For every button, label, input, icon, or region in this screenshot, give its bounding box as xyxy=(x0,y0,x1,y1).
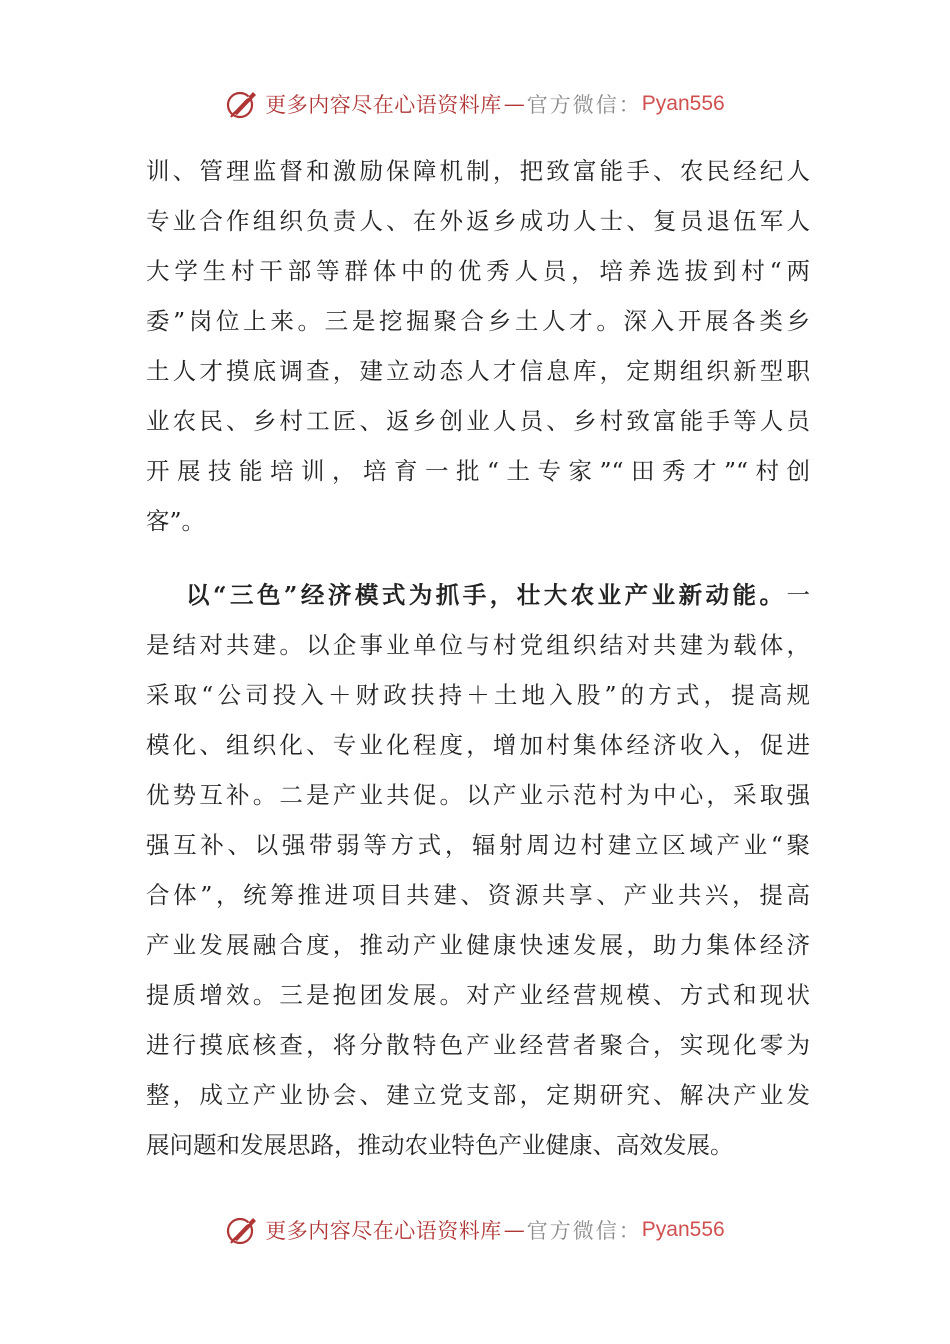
text-line: 土人才摸底调查，建立动态人才信息库，定期组织新型职 xyxy=(146,357,810,385)
banner-wechat-label: 官方微信： xyxy=(526,1219,642,1243)
quill-logo-icon xyxy=(225,87,259,121)
banner-library-text: 更多内容尽在心语资料库 xyxy=(265,1219,502,1243)
text-line: 专业合作组织负责人、在外返乡成功人士、复员退伍军人 xyxy=(146,207,810,235)
text-line: 大学生村干部等群体中的优秀人员，培养选拔到村“两 xyxy=(146,257,810,285)
banner-wechat-id: Pyan556 xyxy=(641,92,725,115)
text-line: 合体”，统筹推进项目共建、资源共享、产业共兴，提高 xyxy=(146,881,810,909)
text-line: 产业发展融合度，推动产业健康快速发展，助力集体经济 xyxy=(146,931,810,959)
text-line: 是结对共建。以企事业单位与村党组织结对共建为载体， xyxy=(146,631,810,659)
text-line: 进行摸底核查，将分散特色产业经营者聚合，实现化零为 xyxy=(146,1031,810,1059)
text-line: 模化、组织化、专业化程度，增加村集体经济收入，促进 xyxy=(146,731,810,759)
text-line: 开展技能培训，培育一批“土专家”“田秀才”“村创 xyxy=(146,457,810,485)
text-line: 优势互补。二是产业共促。以产业示范村为中心，采取强 xyxy=(146,781,810,809)
banner-dash: — xyxy=(503,92,525,116)
text-line: 客”。 xyxy=(146,507,206,535)
text-line: 采取“公司投入＋财政扶持＋土地入股”的方式，提高规 xyxy=(146,681,810,709)
text-line: 整，成立产业协会、建立党支部，定期研究、解决产业发 xyxy=(146,1081,810,1109)
heading-rest-text: 一 xyxy=(786,581,810,609)
footer-banner xyxy=(0,1210,950,1250)
text-line: 强互补、以强带弱等方式，辐射周边村建立区域产业“聚 xyxy=(146,831,810,859)
text-line: 业农民、乡村工匠、返乡创业人员、乡村致富能手等人员 xyxy=(146,407,810,435)
paragraph-talent xyxy=(146,146,810,546)
text-line: 委”岗位上来。三是挖掘聚合乡土人才。深入开展各类乡 xyxy=(146,307,810,335)
paragraph-first-line xyxy=(146,570,810,620)
header-banner xyxy=(0,84,950,124)
document-body xyxy=(146,146,810,1170)
quill-logo-icon xyxy=(225,1213,259,1247)
banner-wechat-id: Pyan556 xyxy=(641,1218,725,1241)
text-line: 展问题和发展思路，推动农业特色产业健康、高效发展。 xyxy=(146,1131,734,1159)
banner-library-text: 更多内容尽在心语资料库 xyxy=(265,93,502,117)
paragraph-industry xyxy=(146,570,810,1170)
text-line: 训、管理监督和激励保障机制，把致富能手、农民经纪人 xyxy=(146,157,810,185)
banner-wechat-label: 官方微信： xyxy=(526,93,642,117)
banner-dash: — xyxy=(503,1218,525,1242)
text-line: 提质增效。三是抱团发展。对产业经营规模、方式和现状 xyxy=(146,981,810,1009)
paragraph-heading: 以“三色”经济模式为抓手，壮大农业产业新动能。 xyxy=(186,581,787,609)
